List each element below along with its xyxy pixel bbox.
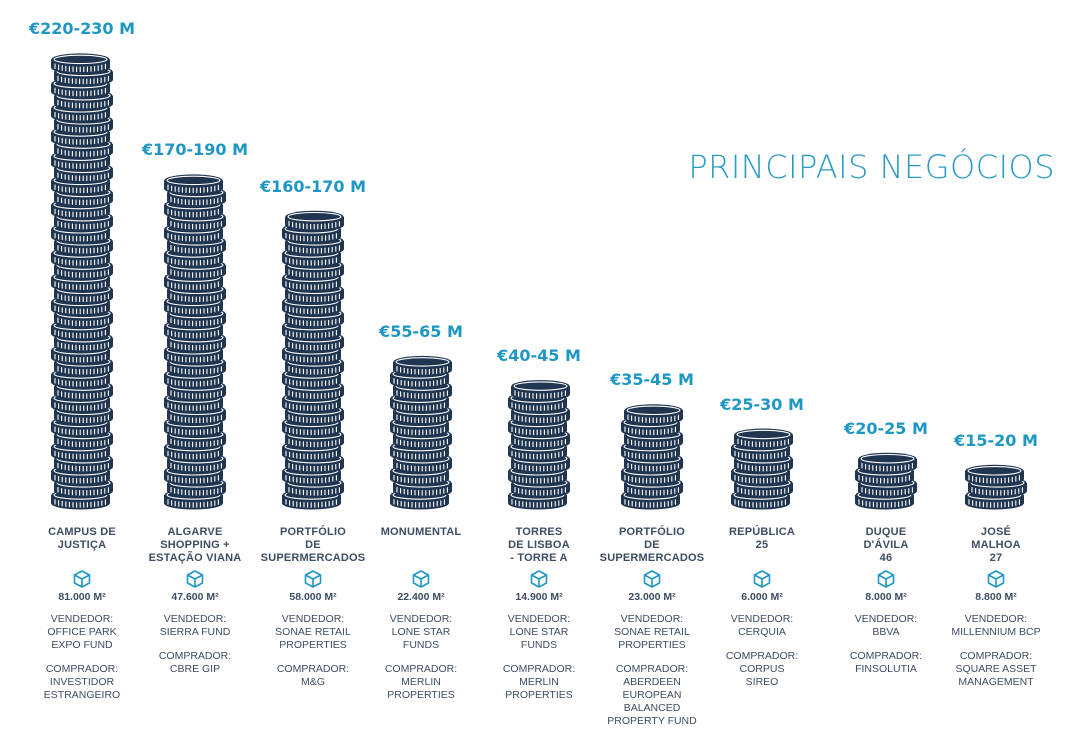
buyer-line: COMPRADOR: [615, 663, 689, 675]
coin-stack [966, 465, 1027, 509]
deal-price: €170-190 M [141, 140, 249, 160]
vendor-line: VENDEDOR: [620, 613, 684, 625]
deal-name-line: PORTFÓLIO [619, 526, 685, 538]
deal-price: €40-45 M [497, 346, 581, 366]
deal-name-line: ALGARVE [167, 526, 223, 538]
deal-name-line: SHOPPING + [160, 539, 230, 551]
deal-name-line: 46 [879, 552, 893, 564]
deal-info [24, 526, 140, 713]
vendor-line: SONAE RETAIL [614, 626, 690, 638]
buyer-line: COMPRADOR: [725, 650, 799, 662]
deal-vendor [828, 613, 944, 639]
deal-price: €160-170 M [259, 176, 367, 196]
vendor-line: VENDEDOR: [163, 613, 227, 625]
cube-icon [642, 569, 662, 589]
deal-name-line: ESTAÇÃO VIANA [148, 552, 242, 564]
deal-vendor [255, 613, 371, 652]
coin-stack [391, 356, 452, 509]
buyer-line: ESTRANGEIRO [43, 689, 121, 701]
deal-area: 8.800 M² [975, 591, 1017, 603]
deal-area: 8.000 M² [865, 591, 907, 603]
deal-buyer [481, 663, 597, 702]
buyer-line: COMPRADOR: [384, 663, 458, 675]
buyer-line: COMPRADOR: [45, 663, 119, 675]
coin-stack [856, 453, 917, 509]
vendor-line: VENDEDOR: [964, 613, 1028, 625]
deal-name [363, 526, 479, 566]
buyer-line: PROPERTIES [505, 689, 573, 701]
vendor-line: CERQUIA [738, 626, 786, 638]
deal-area: 47.600 M² [171, 591, 219, 603]
deal-buyer [938, 650, 1054, 689]
deal-name-line: D'ÁVILA [863, 539, 909, 551]
cube-icon [529, 569, 549, 589]
deal-name-line: - TORRE A [510, 552, 568, 564]
buyer-line: BALANCED [623, 702, 681, 714]
deal-name-line: DE LISBOA [508, 539, 570, 551]
deal-name-line: SUPERMERCADOS [260, 552, 366, 564]
buyer-line: PROPERTY FUND [607, 715, 697, 727]
buyer-line: CBRE GIP [169, 663, 221, 675]
deal-name-line: TORRES [515, 526, 563, 538]
deal-info [481, 526, 597, 713]
deal-vendor [137, 613, 253, 639]
deal-price: €220-230 M [28, 19, 136, 39]
deal-name-line: MONUMENTAL [380, 526, 462, 538]
vendor-line: FUNDS [520, 639, 558, 651]
vendor-line: LONE STAR [509, 626, 569, 638]
coin-stack [165, 174, 226, 509]
buyer-line: MANAGEMENT [958, 676, 1034, 688]
deal-buyer [255, 663, 371, 689]
deal-name-line: 27 [989, 552, 1003, 564]
vendor-line: BBVA [872, 626, 900, 638]
deal-name-line: DE [305, 539, 321, 551]
buyer-line: INVESTIDOR [49, 676, 115, 688]
deal-name [828, 526, 944, 566]
deal-info [255, 526, 371, 700]
deal-info [594, 526, 710, 739]
vendor-line: VENDEDOR: [854, 613, 918, 625]
buyer-line: COMPRADOR: [959, 650, 1033, 662]
deal-name-line: PORTFÓLIO [280, 526, 346, 538]
buyer-line: SQUARE ASSET [955, 663, 1037, 675]
vendor-line: VENDEDOR: [281, 613, 345, 625]
buyer-line: SIREO [745, 676, 779, 688]
deal-name-line: MALHOA [971, 539, 1021, 551]
cube-icon [986, 569, 1006, 589]
deal-vendor [938, 613, 1054, 639]
vendor-line: VENDEDOR: [389, 613, 453, 625]
vendor-line: PROPERTIES [279, 639, 347, 651]
deal-buyer [828, 650, 944, 676]
deal-vendor [363, 613, 479, 652]
deal-name [481, 526, 597, 566]
deal-name-line: CAMPUS DE [48, 526, 116, 538]
buyer-line: PROPERTIES [387, 689, 455, 701]
coin-stack [283, 211, 344, 509]
deal-info [363, 526, 479, 713]
buyer-line: MERLIN [519, 676, 559, 688]
deal-name [137, 526, 253, 566]
deal-vendor [481, 613, 597, 652]
deal-buyer [363, 663, 479, 702]
deal-name-line: JUSTIÇA [57, 539, 107, 551]
deal-buyer [137, 650, 253, 676]
buyer-line: EUROPEAN [622, 689, 682, 701]
deal-name [704, 526, 820, 566]
deal-vendor [24, 613, 140, 652]
deal-area: 14.900 M² [515, 591, 563, 603]
deal-name-line: DUQUE [865, 526, 907, 538]
vendor-line: PROPERTIES [618, 639, 686, 651]
deal-area: 22.400 M² [397, 591, 445, 603]
page-title: PRINCIPAIS NEGÓCIOS [688, 148, 1055, 186]
vendor-line: VENDEDOR: [730, 613, 794, 625]
vendor-line: FUNDS [402, 639, 440, 651]
buyer-line: COMPRADOR: [276, 663, 350, 675]
buyer-line: FINSOLUTIA [855, 663, 917, 675]
coin-stack [509, 380, 570, 509]
buyer-line: MERLIN [401, 676, 441, 688]
deal-info [828, 526, 944, 687]
deal-price: €20-25 M [844, 418, 928, 438]
deal-name-line: DE [644, 539, 660, 551]
cube-icon [185, 569, 205, 589]
buyer-line: COMPRADOR: [849, 650, 923, 662]
deal-area: 81.000 M² [58, 591, 106, 603]
buyer-line: CORPUS [739, 663, 785, 675]
cube-icon [303, 569, 323, 589]
cube-icon [876, 569, 896, 589]
deal-price: €35-45 M [610, 370, 694, 390]
deal-price: €15-20 M [954, 430, 1038, 450]
vendor-line: OFFICE PARK [47, 626, 117, 638]
deal-buyer [24, 663, 140, 702]
buyer-line: M&G [301, 676, 325, 688]
deal-area: 58.000 M² [289, 591, 337, 603]
deal-price: €25-30 M [720, 394, 804, 414]
cube-icon [411, 569, 431, 589]
deal-name [24, 526, 140, 566]
vendor-line: LONE STAR [391, 626, 451, 638]
vendor-line: EXPO FUND [51, 639, 113, 651]
deal-name-line: REPÚBLICA [729, 526, 795, 538]
coin-stack [622, 404, 683, 509]
buyer-line: COMPRADOR: [158, 650, 232, 662]
vendor-line: VENDEDOR: [50, 613, 114, 625]
deal-info [938, 526, 1054, 700]
deal-info [137, 526, 253, 687]
vendor-line: MILLENNIUM BCP [951, 626, 1041, 638]
deal-vendor [704, 613, 820, 639]
deal-info [704, 526, 820, 700]
deal-vendor [594, 613, 710, 652]
buyer-line: COMPRADOR: [502, 663, 576, 675]
vendor-line: SONAE RETAIL [275, 626, 351, 638]
cube-icon [72, 569, 92, 589]
vendor-line: SIERRA FUND [159, 626, 231, 638]
deal-name-line: JOSÉ [980, 526, 1012, 538]
deal-name [255, 526, 371, 566]
deal-name-line: SUPERMERCADOS [599, 552, 705, 564]
deal-buyer [594, 663, 710, 728]
coin-stack [732, 429, 793, 510]
deal-name-line: 25 [755, 539, 769, 551]
deal-name [938, 526, 1054, 566]
deal-price: €55-65 M [379, 321, 463, 341]
vendor-line: VENDEDOR: [507, 613, 571, 625]
deal-area: 23.000 M² [628, 591, 676, 603]
coin-stack [52, 53, 113, 509]
cube-icon [752, 569, 772, 589]
deal-name [594, 526, 710, 566]
buyer-line: ABERDEEN [623, 676, 681, 688]
deal-area: 6.000 M² [741, 591, 783, 603]
deal-buyer [704, 650, 820, 689]
